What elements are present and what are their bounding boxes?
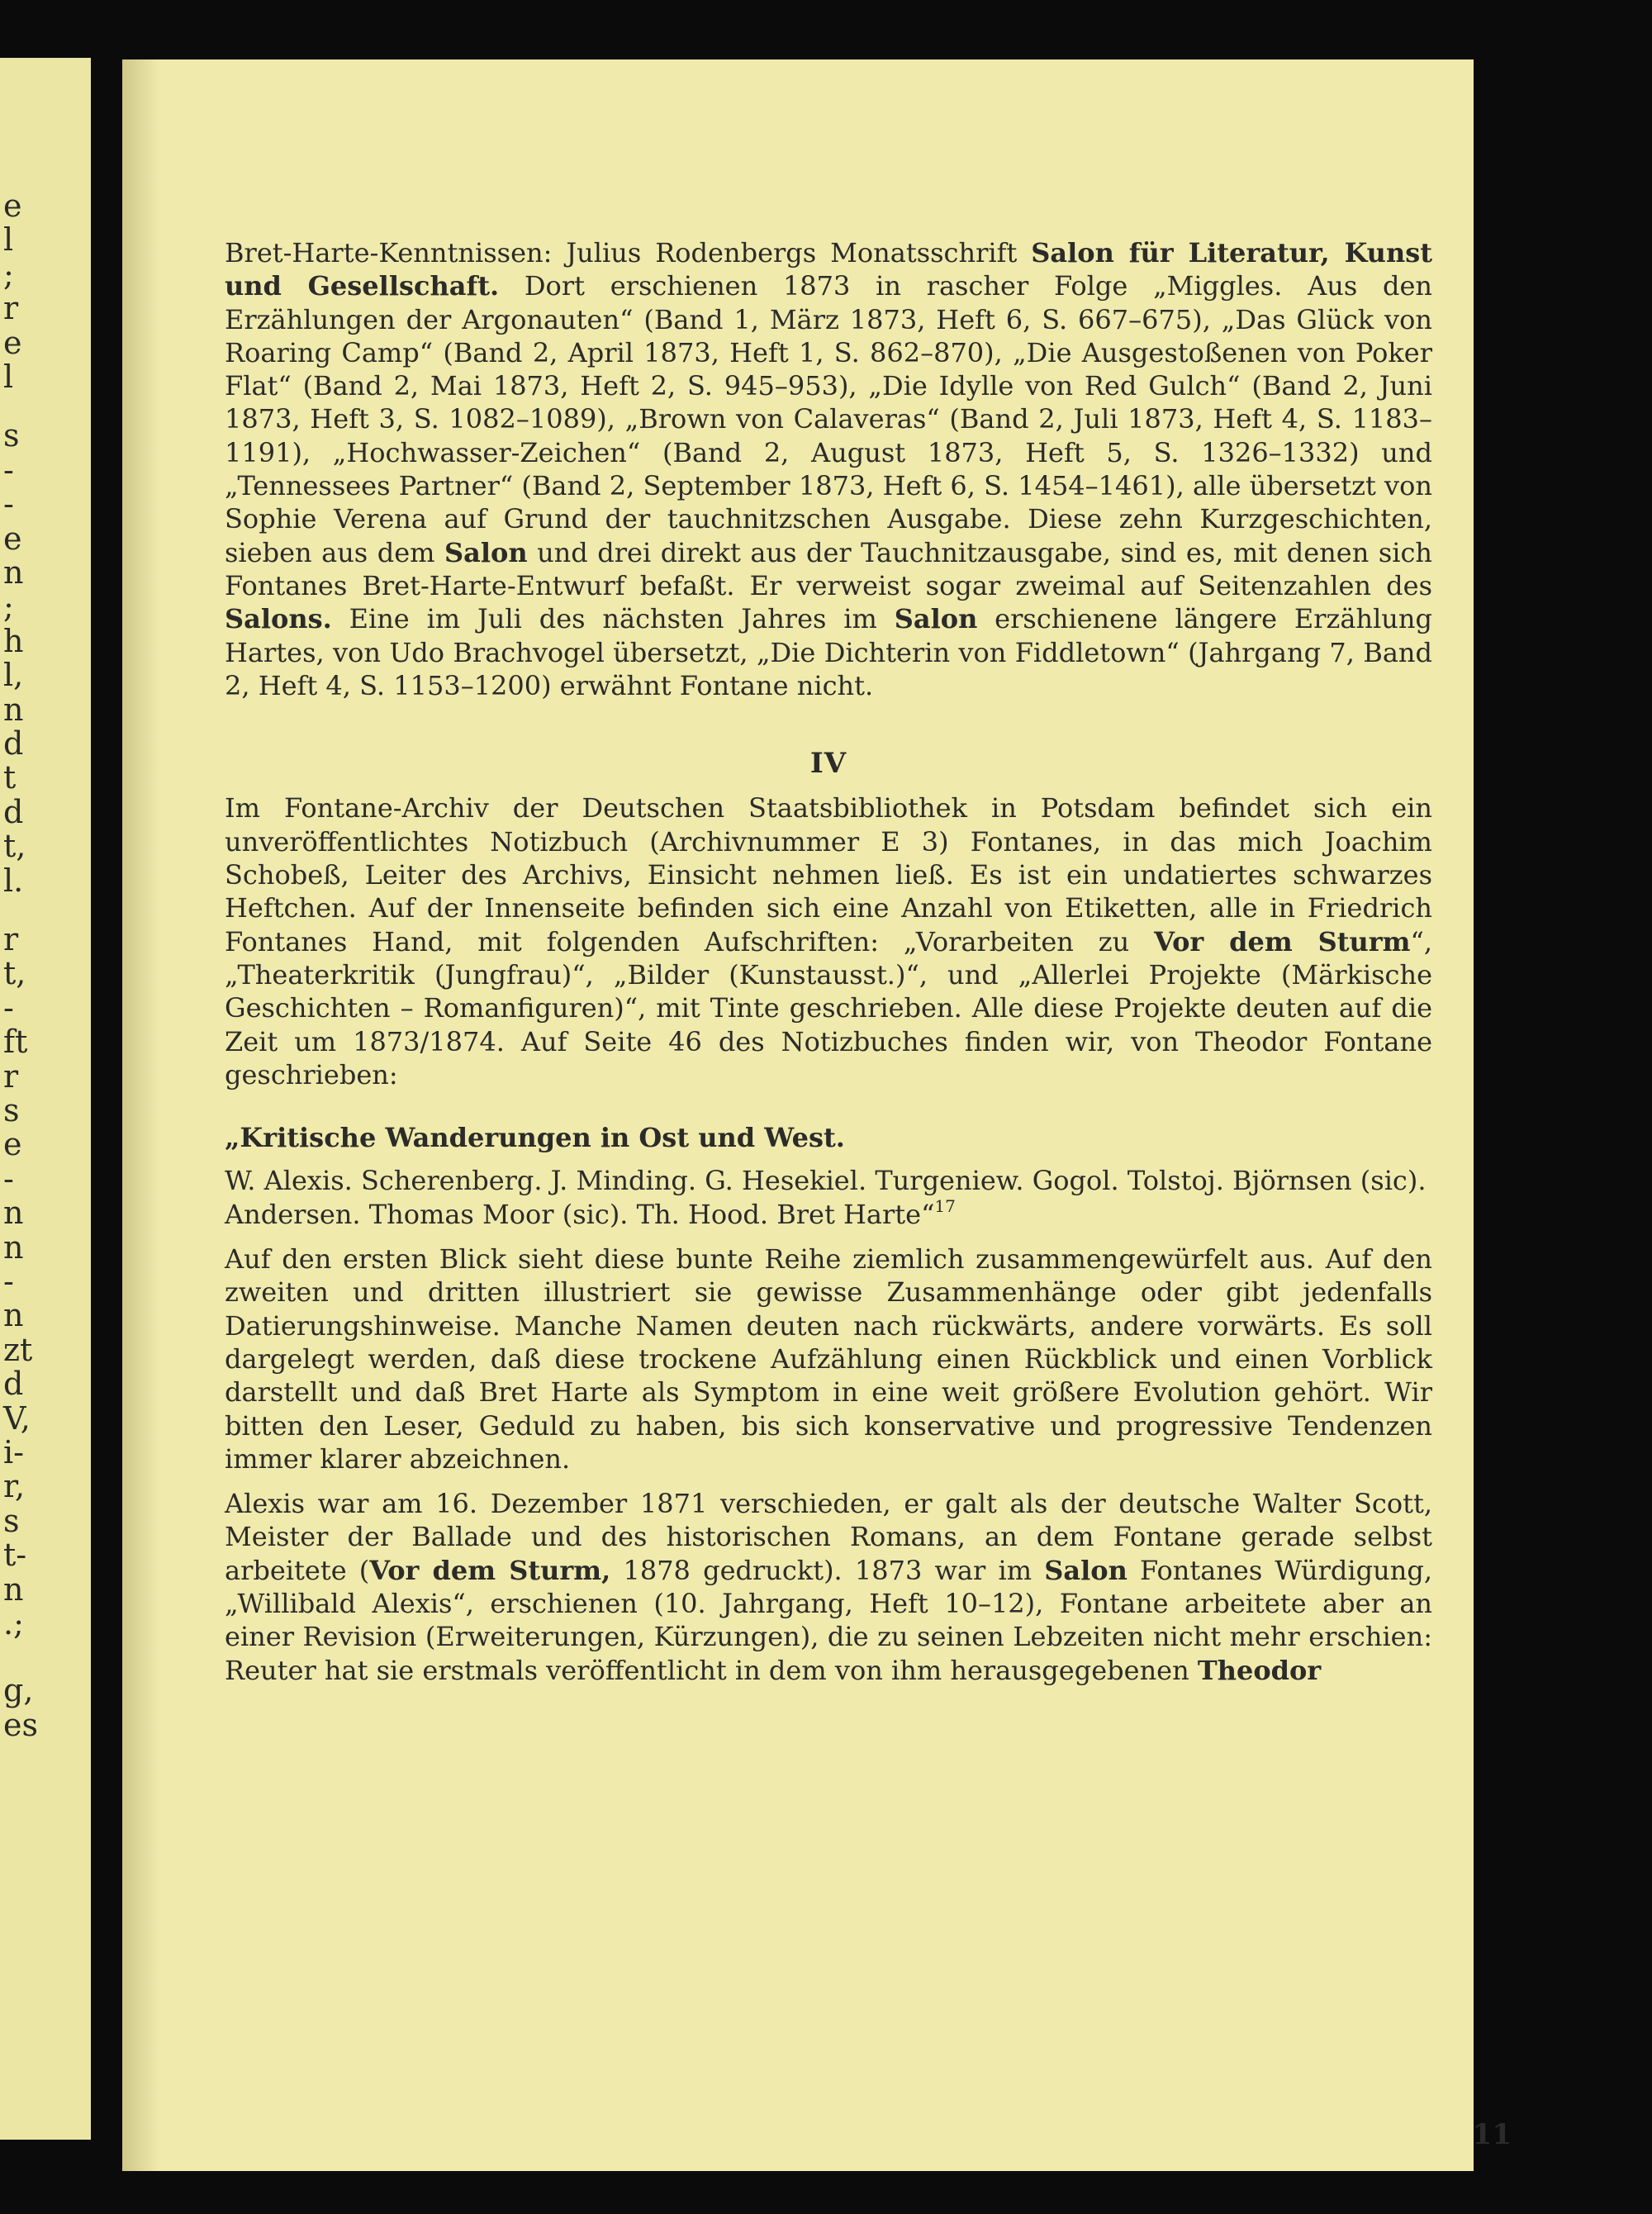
left-page-fragment: s: [3, 417, 20, 454]
left-page-fragment: ft: [3, 1024, 28, 1061]
left-page-fragment: -: [3, 486, 14, 523]
left-page-fragment: es: [3, 1706, 38, 1743]
text-run: 1878 gedruckt). 1873 war im: [610, 1554, 1045, 1586]
left-page-fragment: r,: [3, 1468, 26, 1505]
left-page-fragment: .;: [3, 1605, 24, 1641]
left-page-fragment: n: [3, 1195, 24, 1232]
paragraph-bret-harte-salon: [225, 236, 1432, 702]
left-page-fragment: l,: [3, 657, 24, 694]
left-page-fragment: d: [3, 725, 24, 762]
text-run: Im Fontane-Archiv der Deutschen Staatsbibliothek in Potsdam befindet sich ein unveröffentlichtes Notizbuch (Archivnummer E 3) Fontanes, in das mich Joachim Schobeß, Leiter des Archivs, Einsicht nehmen ließ. Es ist ein undatiertes schwarzes Heftchen. Auf der Innenseite befinden sich eine Anzahl von Etiketten, alle in Friedrich Fontanes Hand, mit folgenden Aufschriften: „Vorarbeiten zu: [225, 792, 1432, 957]
text-run: “, „Theaterkritik (Jungfrau)“, „Bilder (Kunstausst.)“, und „Allerlei Projekte (Märkische Geschichten – Romanfiguren)“, mit Tinte geschrieben. Alle diese Projekte deuten auf die Zeit um 1873/1874. Auf Seite 46 des Notizbuches finden wir, von Theodor Fontane geschrieben:: [225, 925, 1433, 1090]
journal-title: Salon: [894, 603, 978, 635]
section-heading: IV: [809, 747, 847, 781]
left-page-fragment: r: [3, 290, 19, 327]
text-block: [225, 236, 1432, 1687]
left-page-fragment: V,: [3, 1399, 31, 1437]
left-page-fragment: h: [3, 622, 24, 659]
left-page-fragment: d: [3, 793, 24, 830]
left-page-fragment: l.: [3, 862, 24, 899]
text-run: Dort erschienen 1873 in rascher Folge „Miggles. Aus den Erzählungen der Argonauten“ (Band 1, März 1873, Heft 6, S. 667–675), „Das Glück von Roaring Camp“ (Band 2, April 1873, Heft 1, S. 862–870), „Die Ausgestoßenen von Poker Flat“ (Band 2, Mai 1873, Heft 2, S. 945–953), „Die Idylle von Red Gulch“ (Band 2, Juni 1873, Heft 3, S. 1082–1089), „Brown von Calaveras“ (Band 2, Juli 1873, Heft 4, S. 1183–1191), „Hochwasser-Zeichen“ (Band 2, August 1873, Heft 5, S. 1326–1332) und „Tennessees Partner“ (Band 2, September 1873, Heft 6, S. 1454–1461), alle übersetzt von Sophie Verena auf Grund der tauchnitzschen Ausgabe. Diese zehn Kurzgeschichten, sieben aus dem: [225, 270, 1433, 568]
left-page-fragment: r: [3, 1057, 19, 1095]
footnote-marker: 17: [934, 1195, 956, 1216]
left-page-fragment: ;: [3, 588, 14, 625]
left-page-fragment: -: [3, 989, 14, 1026]
paragraph-erster-blick: Auf den ersten Blick sieht diese bunte Reihe ziemlich zusammengewürfelt aus. Auf den zweiten und dritten illustriert sie gewisse Zusammenhänge oder gibt jedenfalls Datierungshinweise. Manche Namen deuten nach rückwärts, andere vorwärts. Es soll dargelegt werden, daß diese trockene Aufzählung einen Rückblick und einen Vorblick darstellt und daß Bret Harte als Symptom in eine weit größere Evolution gehört. Wir bitten den Leser, Geduld zu haben, bis sich konservative und progressive Tendenzen immer klarer abzeichnen.: [225, 1243, 1432, 1475]
left-page-fragment: r: [3, 921, 19, 957]
journal-title: Salons.: [225, 603, 332, 635]
left-page-fragment: n: [3, 1228, 24, 1266]
paragraph-fontane-archiv: [225, 791, 1432, 1091]
journal-title: Salon: [1044, 1554, 1127, 1586]
left-page-fragment: -: [3, 1160, 14, 1197]
quote-body: [225, 1164, 1432, 1231]
left-page-fragment: zt: [3, 1331, 33, 1368]
work-title: Theodor: [1197, 1654, 1322, 1686]
book-page: [122, 59, 1474, 2171]
text-run: Fontanes Würdigung, „Willibald Alexis“, erschienen (10. Jahrgang, Heft 10–12), Fontane arbeitete aber an einer Revision (Erweiterungen, Kürzungen), die zu seinen Lebzeiten nicht mehr erschien: Reuter hat sie erstmals veröffentlicht in dem von ihm herausgegebenen: [225, 1554, 1433, 1686]
left-page-fragment: -: [3, 1263, 14, 1299]
paragraph-alexis: [225, 1487, 1432, 1687]
text-run: Alexis war am 16. Dezember 1871 verschieden, er galt als der deutsche Walter Scott, Meister der Ballade und des historischen Romans, an dem Fontane gerade selbst arbeitete (: [225, 1488, 1432, 1586]
left-page-fragment: i-: [3, 1434, 24, 1470]
text-run: Bret-Harte-Kenntnissen: Julius Rodenbergs Monatsschrift: [225, 237, 1032, 268]
left-page-fragment: g,: [3, 1672, 34, 1709]
left-page-fragment: e: [3, 188, 22, 224]
left-page-fragment: n: [3, 554, 24, 591]
journal-title: Salon für Literatur, Kunst und Gesellschaft.: [225, 237, 1433, 302]
left-page-fragment: ;: [3, 255, 14, 292]
left-page-edge: [0, 58, 91, 2140]
left-page-fragment: e: [3, 324, 22, 361]
work-title: Vor dem Sturm: [1154, 925, 1411, 957]
left-page-fragment: l: [3, 221, 14, 259]
left-page-fragment: s: [3, 1092, 20, 1128]
left-page-fragment: d: [3, 1366, 24, 1403]
left-page-fragment: t-: [3, 1537, 27, 1574]
text-run: erschienene längere Erzählung Hartes, von Udo Brachvogel übersetzt, „Die Dichterin von Fiddletown“ (Jahrgang 7, Band 2, Heft 4, S. 1153–1200) erwähnt Fontane nicht.: [225, 603, 1433, 701]
left-page-fragment: l: [3, 359, 14, 395]
page-gutter-shadow: [122, 59, 160, 2171]
left-page-fragment: e: [3, 520, 22, 557]
left-page-fragment: n: [3, 1570, 24, 1608]
quote-text: W. Alexis. Scherenberg. J. Minding. G. Hesekiel. Turgeniew. Gogol. Tolstoj. Björnsen (sic). Andersen. Thomas Moor (sic). Th. Hood. Bret Harte“: [225, 1165, 1427, 1230]
left-page-fragment: t: [3, 759, 17, 796]
text-run: Eine im Juli des nächsten Jahres im: [331, 603, 895, 635]
left-page-fragment: e: [3, 1126, 22, 1163]
work-title: Vor dem Sturm,: [369, 1554, 611, 1586]
text-run: und drei direkt aus der Tauchnitzausgabe, sind es, mit denen sich Fontanes Bret-Harte-Entwurf befaßt. Er verweist sogar zweimal auf Seitenzahlen des: [225, 536, 1433, 601]
left-page-fragment: t,: [3, 955, 26, 992]
page-number: 11: [1472, 2118, 1512, 2151]
quote-title: „Kritische Wanderungen in Ost und West.: [225, 1122, 845, 1154]
journal-title: Salon: [444, 536, 528, 568]
left-page-fragment: n: [3, 691, 24, 728]
left-page-fragment: -: [3, 451, 14, 488]
left-page-fragment: t,: [3, 828, 26, 865]
left-page-fragment: n: [3, 1297, 24, 1334]
left-page-fragment: s: [3, 1502, 20, 1539]
